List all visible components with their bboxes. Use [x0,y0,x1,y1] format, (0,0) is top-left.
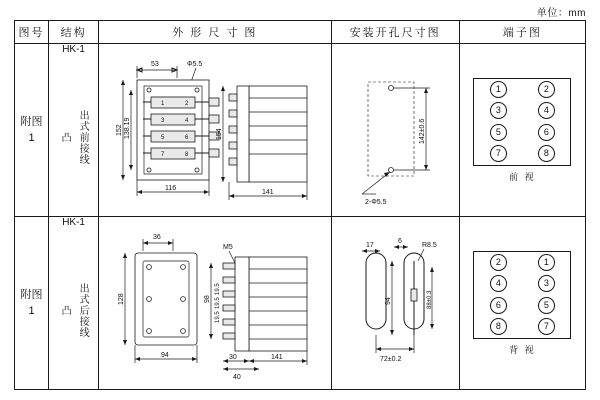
svg-text:116: 116 [165,185,177,192]
row-outline-drawing [99,217,331,390]
svg-text:98: 98 [204,295,212,303]
svg-text:3: 3 [161,118,165,124]
svg-text:94: 94 [161,352,169,359]
header-col-num: 图号 [15,21,49,44]
header-col-struct: 结构 [49,21,99,44]
svg-text:36: 36 [153,234,161,241]
svg-text:30: 30 [229,354,237,361]
row-figure-number [15,217,49,390]
header-col-outline: 外 形 尺 寸 图 [99,21,331,44]
svg-text:2: 2 [185,101,189,107]
spec-table [14,20,586,390]
svg-text:17: 17 [365,242,374,249]
structure-symbol: 凸 [59,132,71,143]
terminal-grid [473,78,571,166]
terminal-number: 1 [490,81,507,98]
svg-text:40: 40 [233,374,241,381]
terminal-number: 4 [490,275,507,292]
svg-text:8: 8 [185,152,189,158]
hole-svg-rear [332,217,458,387]
svg-text:88±0.3: 88±0.3 [426,290,433,309]
hole-svg-front [332,44,458,214]
svg-text:142±0.6: 142±0.6 [418,118,426,144]
outline-svg-rear [99,217,329,387]
svg-text:M5: M5 [223,244,233,251]
row-hole-drawing [331,217,459,390]
row-structure [49,44,99,217]
model-label: HK-1 [62,44,85,55]
svg-text:19.5: 19.5 [215,283,222,295]
terminal-number: 3 [490,102,507,119]
row-structure [49,217,99,390]
terminal-number: 8 [538,145,555,162]
row-terminal-diagram [459,217,585,390]
header-col-terminal: 端子图 [459,21,585,44]
terminal-number: 2 [538,81,555,98]
figure-number-line1: 附图 [20,288,43,301]
svg-text:6: 6 [185,135,189,141]
terminal-number: 1 [538,254,555,271]
svg-text:4: 4 [185,118,189,124]
svg-text:128: 128 [118,293,126,305]
figure-number-line1: 附图 [20,115,43,128]
svg-text:72±0.2: 72±0.2 [379,356,401,363]
svg-text:19.5: 19.5 [215,297,222,309]
terminal-number: 3 [538,275,555,292]
structure-symbol: 凸 [59,305,71,316]
structure-text: 出式前接线 [77,110,89,165]
terminal-caption: 前 视 [509,171,536,182]
svg-text:138.19: 138.19 [124,117,132,139]
table-header-row [15,21,586,44]
terminal-number: 5 [490,124,507,141]
terminal-caption: 背 视 [509,344,536,355]
row-terminal-diagram [459,44,585,217]
svg-text:19.5: 19.5 [215,311,222,323]
svg-text:2-Φ5.5: 2-Φ5.5 [364,199,387,206]
terminal-number: 7 [538,318,555,335]
structure-text: 出式后接线 [77,283,89,338]
outline-top-dim: 53 [151,61,159,68]
header-col-hole: 安装开孔尺寸图 [331,21,459,44]
row-figure-number [15,44,49,217]
figure-number-line2: 1 [28,305,35,317]
terminal-number: 6 [490,297,507,314]
svg-text:7: 7 [161,152,165,158]
svg-text:5: 5 [161,135,165,141]
svg-text:Φ5.5: Φ5.5 [187,61,203,68]
terminal-number: 5 [538,297,555,314]
table-row [15,217,586,390]
terminal-grid [473,251,571,339]
svg-text:6: 6 [397,238,402,245]
terminal-number: 7 [490,145,507,162]
svg-text:154: 154 [216,128,224,140]
row-outline-drawing [99,44,331,217]
svg-text:94: 94 [384,297,392,305]
svg-text:1: 1 [161,101,165,107]
table-row [15,44,586,217]
svg-text:R8.5: R8.5 [421,242,437,249]
svg-text:141: 141 [262,189,274,196]
terminal-number: 6 [538,124,555,141]
unit-note: 单位：mm [536,8,586,19]
figure-number-line2: 1 [28,132,35,144]
model-label: HK-1 [62,217,85,228]
svg-text:141: 141 [271,354,283,361]
terminal-number: 4 [538,102,555,119]
svg-text:152: 152 [116,124,124,136]
terminal-number: 2 [490,254,507,271]
outline-svg-front [99,44,329,214]
terminal-number: 8 [490,318,507,335]
row-hole-drawing [331,44,459,217]
